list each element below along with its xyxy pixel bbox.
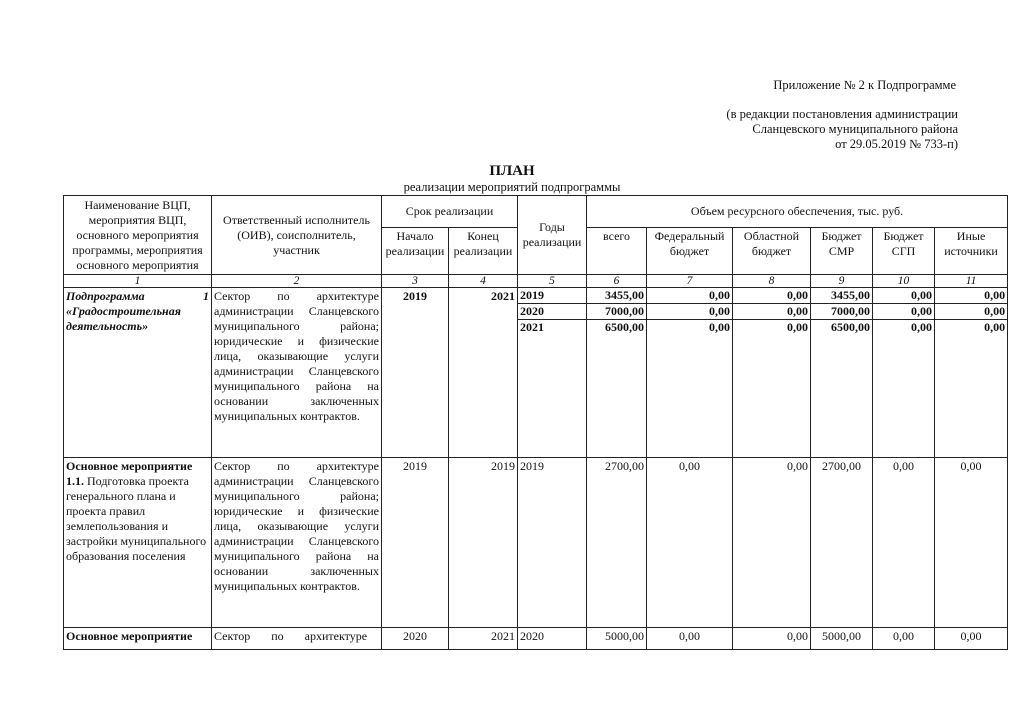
header-responsible: Ответственный исполнитель (ОИВ), соисполнитель, участник: [212, 196, 382, 275]
value-cell: 0,00: [647, 304, 732, 320]
row-responsible: Сектор по архитектуре администрации Сланцевского муниципального района; юридические и физические лица, оказывающие услуги администрации Сланцевского муниципального района на основании заключенных муниципальных контрактов.: [212, 288, 382, 458]
row-other: [935, 288, 1008, 458]
col-number: 6: [587, 275, 647, 288]
col-number: 1: [64, 275, 212, 288]
row-start: 2019: [382, 458, 449, 628]
header-name: Наименование ВЦП, мероприятия ВЦП, основного мероприятия программы, мероприятия основного мероприятия: [64, 196, 212, 275]
row-total: 5000,00: [587, 628, 647, 650]
value-cell: 0,00: [787, 320, 809, 334]
header-end: Конец реализации: [449, 228, 518, 275]
header-sgp: Бюджет СГП: [873, 228, 935, 275]
value-cell: 6500,00: [605, 320, 645, 334]
table-row: [64, 628, 1008, 650]
table-row: [64, 288, 1008, 458]
value-cell: 7000,00: [587, 304, 646, 320]
col-number: 11: [935, 275, 1008, 288]
value-cell: 3455,00: [587, 288, 646, 304]
row-start: 2020: [382, 628, 449, 650]
row-federal: 0,00: [647, 458, 733, 628]
row-start: 2019: [382, 288, 449, 458]
row-smr: [811, 288, 873, 458]
row-regional: [733, 288, 811, 458]
row-smr: 5000,00: [811, 628, 873, 650]
row-total: 2700,00: [587, 458, 647, 628]
edition-note: [726, 107, 958, 152]
row-other: 0,00: [935, 628, 1008, 650]
value-cell: 7000,00: [811, 304, 872, 320]
row-year: 2019: [518, 458, 587, 628]
row-year: 2020: [518, 628, 587, 650]
edition-line: (в редакции постановления администрации: [726, 107, 958, 121]
row-name-text: Подготовка проекта генерального плана и проекта правил землепользования и застройки муниципального образования поселения: [66, 474, 207, 563]
row-end: 2021: [449, 628, 518, 650]
row-end: 2021: [449, 288, 518, 458]
header-federal: Федеральный бюджет: [647, 228, 733, 275]
edition-line: Сланцевского муниципального района: [752, 122, 958, 136]
year-cell: 2020: [518, 304, 586, 320]
col-number: 10: [873, 275, 935, 288]
value-cell: 0,00: [873, 288, 934, 304]
col-number: 2: [212, 275, 382, 288]
row-total: [587, 288, 647, 458]
table-row: [64, 458, 1008, 628]
row-sgp: 0,00: [873, 458, 935, 628]
col-number: 4: [449, 275, 518, 288]
value-cell: 0,00: [733, 288, 810, 304]
value-cell: 0,00: [733, 304, 810, 320]
value-cell: 0,00: [709, 320, 731, 334]
row-federal: [647, 288, 733, 458]
value-cell: 0,00: [935, 304, 1007, 320]
row-name-bold: Основное мероприятие 1.1.: [66, 459, 193, 488]
row-other: 0,00: [935, 458, 1008, 628]
row-regional: 0,00: [733, 458, 811, 628]
row-name: [64, 458, 212, 628]
header-start: Начало реализации: [382, 228, 449, 275]
value-cell: 0,00: [873, 304, 934, 320]
header-regional: Областной бюджет: [733, 228, 811, 275]
edition-line: от 29.05.2019 № 733-п): [835, 137, 958, 151]
value-cell: 0,00: [911, 320, 933, 334]
col-number: 3: [382, 275, 449, 288]
appendix-label: Приложение № 2 к Подпрограмме: [773, 78, 956, 92]
row-name: Основное мероприятие: [64, 628, 212, 650]
row-responsible: Сектор по архитектуре администрации Сланцевского муниципального района; юридические и физические лица, оказывающие услуги администрации Сланцевского муниципального района на основании заключенных муниципальных контрактов.: [212, 458, 382, 628]
row-sgp: 0,00: [873, 628, 935, 650]
plan-table: [63, 195, 1008, 650]
year-cell: 2021: [520, 320, 545, 334]
header-total: всего: [587, 228, 647, 275]
col-number: 8: [733, 275, 811, 288]
plan-subtitle: реализации мероприятий подпрограммы: [403, 180, 621, 194]
row-regional: 0,00: [733, 628, 811, 650]
row-federal: 0,00: [647, 628, 733, 650]
col-number: 7: [647, 275, 733, 288]
value-cell: 0,00: [935, 288, 1007, 304]
row-end: 2019: [449, 458, 518, 628]
column-number-row: [64, 275, 1008, 288]
value-cell: 0,00: [984, 320, 1006, 334]
value-cell: 6500,00: [831, 320, 871, 334]
row-years: [518, 288, 587, 458]
header-term: Срок реализации: [382, 196, 518, 228]
header-smr: Бюджет СМР: [811, 228, 873, 275]
row-smr: 2700,00: [811, 458, 873, 628]
row-name: Подпрограмма 1 «Градостроительная деятельность»: [64, 288, 212, 458]
plan-title: ПЛАН: [489, 163, 535, 179]
value-cell: 3455,00: [811, 288, 872, 304]
col-number: 9: [811, 275, 873, 288]
header-years: Годы реализации: [518, 196, 587, 275]
header-other: Иные источники: [935, 228, 1008, 275]
row-responsible: Сектор по архитектуре: [212, 628, 382, 650]
row-sgp: [873, 288, 935, 458]
year-cell: 2019: [518, 288, 586, 304]
header-funding: Объем ресурсного обеспечения, тыс. руб.: [587, 196, 1008, 228]
value-cell: 0,00: [647, 288, 732, 304]
col-number: 5: [518, 275, 587, 288]
